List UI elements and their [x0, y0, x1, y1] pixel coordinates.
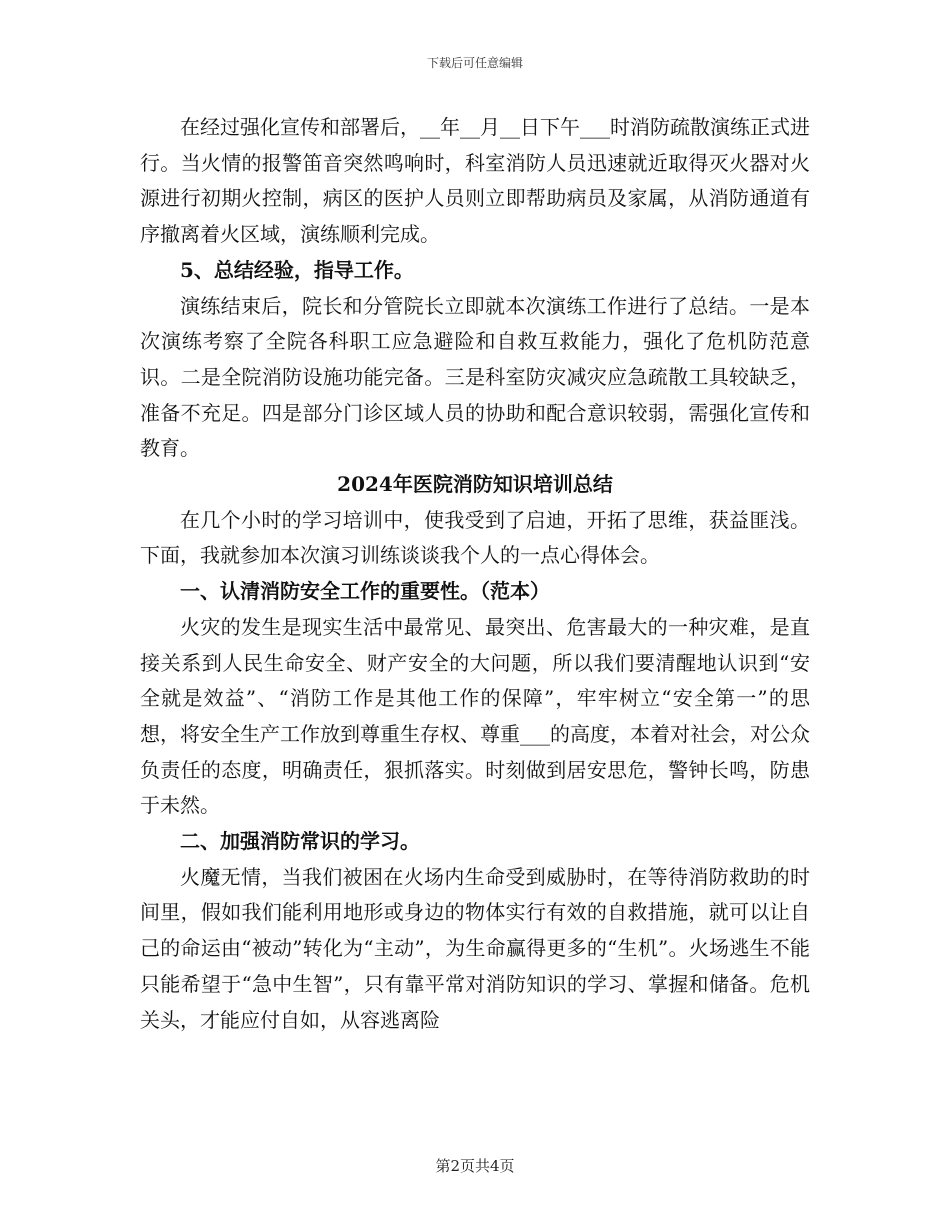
- section-heading-summary: 5、总结经验，指导工作。: [180, 257, 414, 282]
- paragraph-learning: 火魔无情，当我们被困在火场内生命受到威胁时，在等待消防救助的时间里，假如我们能利用地形或身边的物体实行有效的自救措施，就可以让自己的命运由“被动”转化为“主动”，为生命赢得更多的“生机”。火场逃生不能只能希望于“急中生智”，只有靠平常对消防知识的学习、掌握和储备。危机关头，才能应付自如，从容逃离险: [140, 864, 810, 1032]
- section-heading-importance: 一、认清消防安全工作的重要性。（范本）: [180, 579, 550, 604]
- document-body: [140, 110, 810, 1038]
- paragraph-intro: 在几个小时的学习培训中，使我受到了启迪，开拓了思维，获益匪浅。下面，我就参加本次演习训练谈谈我个人的一点心得体会。: [140, 507, 810, 568]
- paragraph-drill-process: 在经过强化宣传和部署后，__年__月__日下午___时消防疏散演练正式进行。当火情的报警笛音突然鸣响时，科室消防人员迅速就近取得灭火器对火源进行初期火控制，病区的医护人员则立即帮助病员及家属，从消防通道有序撤离着火区域，演练顺利完成。: [140, 115, 810, 247]
- document-title: 2024年医院消防知识培训总结: [337, 472, 613, 497]
- section-heading-learning: 二、加强消防常识的学习。: [180, 829, 420, 854]
- paragraph-drill-summary: 演练结束后，院长和分管院长立即就本次演练工作进行了总结。一是本次演练考察了全院各科职工应急避险和自救互救能力，强化了危机防范意识。二是全院消防设施功能完备。三是科室防灾减灾应急疏散工具较缺乏，准备不充足。四是部分门诊区域人员的协助和配合意识较弱，需强化宣传和教育。: [140, 293, 810, 461]
- paragraph-importance: 火灾的发生是现实生活中最常见、最突出、危害最大的一种灾难，是直接关系到人民生命安全、财产安全的大问题，所以我们要清醒地认识到“安全就是效益”、“消防工作是其他工作的保障”，牢牢树立“安全第一”的思想，将安全生产工作放到尊重生存权、尊重___的高度，本着对社会，对公众负责任的态度，明确责任，狠抓落实。时刻做到居安思危，警钟长鸣，防患于未然。: [140, 614, 810, 818]
- page-header: 下载后可任意编辑: [426, 56, 523, 70]
- page-number: 第2页共4页: [435, 1157, 515, 1175]
